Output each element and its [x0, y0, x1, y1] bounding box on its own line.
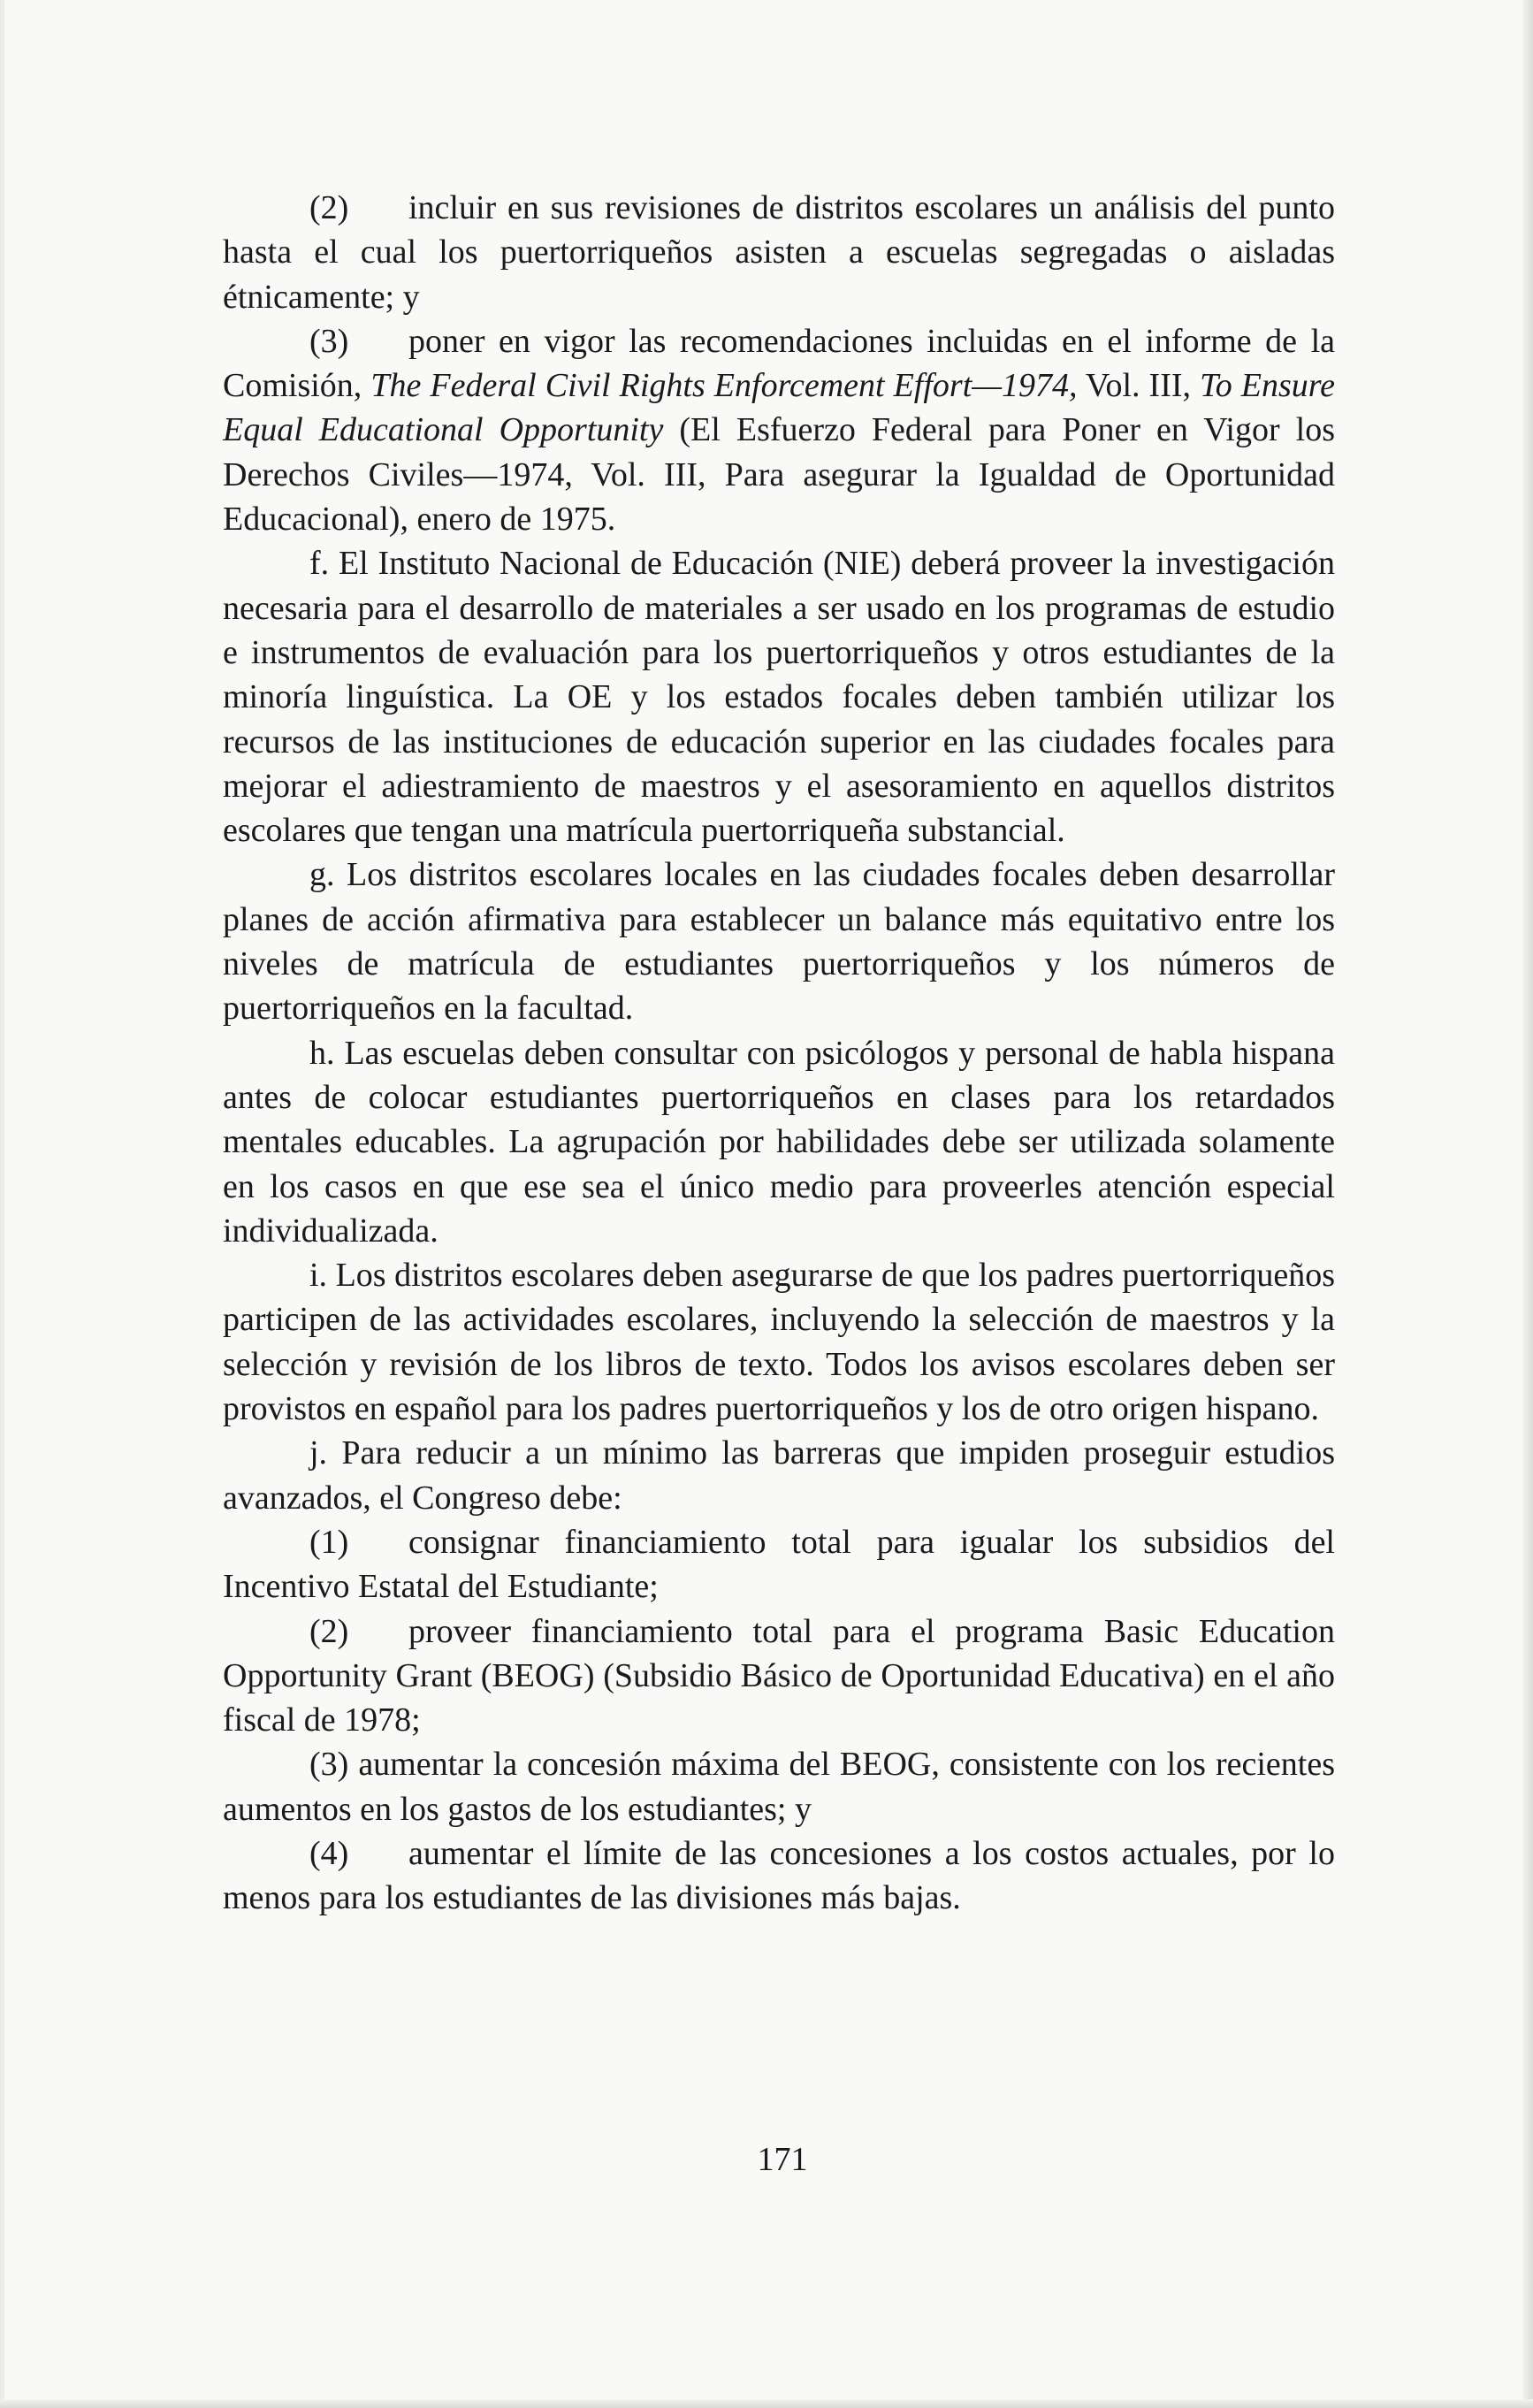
paragraph-j1 [223, 1520, 1335, 1609]
page-left-edge [0, 0, 4, 2408]
paragraph-j3: (3) aumentar la concesión máxima del BEOG, consistente con los recientes aumentos en los gastos de los estudiantes; y [223, 1746, 1335, 1828]
page-right-edge [1522, 0, 1533, 2408]
volume-title-italic: To Ensure Equal Educational Opportunity [223, 367, 1335, 449]
item-number: (4) [309, 1834, 349, 1872]
paragraph-text: poner en vigor las recomendaciones incluidas en el informe de la Comisión, [223, 322, 1335, 405]
paragraph-e3 [223, 319, 1335, 541]
paragraph-text: incluir en sus revisiones de distritos escolares un análisis del punto hasta el cual los puertorriqueños asisten a escuelas segregadas o aisladas étnicamente; y [223, 189, 1335, 316]
paragraph-h: h. Las escuelas deben consultar con psicólogos y personal de habla hispana antes de colocar estudiantes puertorriqueños en clases para los retardados mentales educables. La agrupación por habilidades debe ser utilizada solamente en los casos en que ese sea el único medio para proveerles atención especial individualizada. [223, 1034, 1335, 1250]
paragraph-text: (El Esfuerzo Federal para Poner en Vigor los Derechos Civiles—1974, Vol. III, Para asegurar la Igualdad de Oportunidad Educacional), enero de 1975. [223, 411, 1335, 539]
page-number: 171 [757, 2141, 808, 2178]
body-text [223, 186, 1335, 1921]
paragraph-f: f. El Instituto Nacional de Educación (NIE) deberá proveer la investigación necesaria para el desarrollo de materiales a ser usado en los programas de estudio e instrumentos de evaluación para los puertorriqueños y otros estudiantes de la minoría linguística. La OE y los estados focales deben también utilizar los recursos de las instituciones de educación superior en las ciudades focales para mejorar el adiestramiento de maestros y el asesoramiento en aquellos distritos escolares que tengan una matrícula puertorriqueña substancial. [223, 545, 1335, 850]
paragraph-j: j. Para reducir a un mínimo las barreras que impiden proseguir estudios avanzados, el Congreso debe: [223, 1434, 1335, 1517]
paragraph-j4 [223, 1831, 1335, 1921]
paragraph-text: aumentar el límite de las concesiones a los costos actuales, por lo menos para los estudiantes de las divisiones más bajas. [223, 1834, 1335, 1917]
item-number: (2) [309, 189, 349, 226]
paragraph-text: proveer financiamiento total para el programa Basic Education Opportunity Grant (BEOG) (Subsidio Básico de Oportunidad Educativa) en el año fiscal de 1978; [223, 1612, 1335, 1739]
item-number: (3) [309, 322, 349, 360]
item-number: (1) [309, 1523, 349, 1561]
item-number: (2) [309, 1612, 349, 1650]
paragraph-e2 [223, 186, 1335, 319]
paragraph-text: consignar financiamiento total para igualar los subsidios del Incentivo Estatal del Estudiante; [223, 1523, 1335, 1606]
paragraph-i: i. Los distritos escolares deben asegurarse de que los padres puertorriqueños participen de las actividades escolares, incluyendo la selección de maestros y la selección y revisión de los libros de texto. Todos los avisos escolares deben ser provistos en español para los padres puertorriqueños y los de otro origen hispano. [223, 1257, 1335, 1428]
paragraph-text: Vol. III, [1077, 367, 1201, 405]
paragraph-j2 [223, 1609, 1335, 1743]
page-bottom-edge [0, 2399, 1533, 2408]
paragraph-g: g. Los distritos escolares locales en las ciudades focales deben desarrollar planes de acción afirmativa para establecer un balance más equitativo entre los niveles de matrícula de estudiantes puertorriqueños y los números de puertorriqueños en la facultad. [223, 856, 1335, 1028]
report-title-italic: The Federal Civil Rights Enforcement Effort—1974, [370, 367, 1078, 405]
